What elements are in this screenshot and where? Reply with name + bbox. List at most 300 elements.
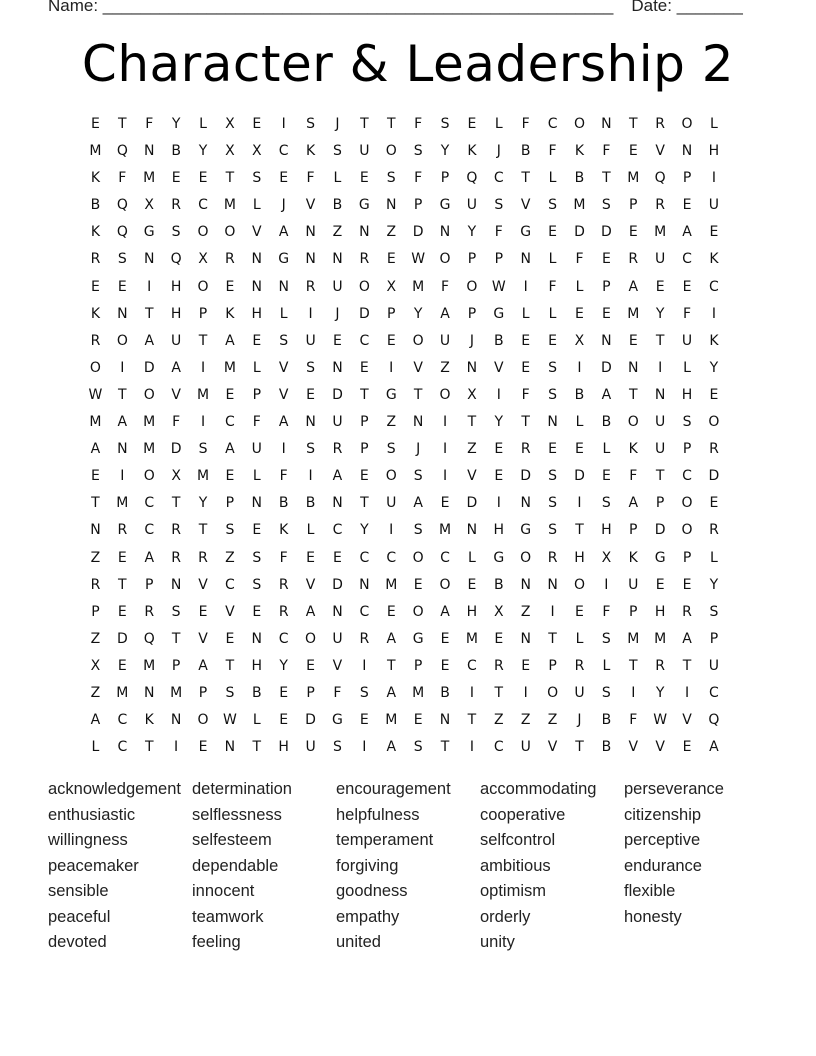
grid-letter: M	[89, 414, 102, 431]
grid-letter: C	[709, 278, 719, 295]
grid-letter: E	[117, 657, 127, 674]
grid-letter: Y	[279, 657, 288, 674]
word-list-item: goodness	[336, 882, 408, 900]
grid-letter: T	[682, 657, 692, 674]
grid-letter: I	[523, 684, 528, 701]
grid-letter: T	[118, 116, 127, 132]
grid-letter: P	[682, 170, 692, 187]
grid-letter: M	[196, 468, 210, 485]
grid-letter: A	[628, 278, 639, 295]
grid-letter: M	[89, 143, 102, 160]
grid-letter: A	[278, 414, 289, 431]
grid-letter: N	[251, 630, 263, 647]
grid-letter: T	[252, 739, 262, 756]
grid-letter: D	[654, 522, 666, 539]
grid-letter: N	[439, 712, 451, 729]
grid-letter: X	[251, 143, 262, 160]
grid-letter: V	[628, 739, 639, 756]
grid-letter: L	[710, 116, 718, 132]
grid-letter: B	[494, 576, 504, 593]
grid-letter: U	[655, 414, 666, 431]
grid-letter: C	[467, 657, 477, 674]
grid-letter: P	[629, 522, 638, 539]
grid-letter: D	[574, 468, 585, 485]
grid-letter: P	[306, 684, 315, 701]
grid-letter: D	[305, 712, 316, 729]
grid-letter: I	[362, 657, 367, 674]
grid-letter: S	[306, 116, 316, 132]
grid-letter: G	[278, 251, 290, 268]
grid-letter: V	[198, 576, 208, 593]
word-list-item: feeling	[192, 933, 241, 951]
grid-letter: M	[223, 359, 236, 376]
grid-letter: Y	[494, 414, 504, 431]
grid-letter: R	[225, 251, 235, 268]
grid-letter: K	[90, 224, 101, 241]
word-list-item: empathy	[336, 907, 400, 926]
grid-letter: E	[494, 468, 504, 485]
grid-letter: A	[413, 495, 423, 512]
grid-letter: I	[200, 359, 206, 376]
grid-letter: N	[143, 251, 155, 268]
grid-letter: S	[225, 684, 235, 701]
grid-letter: T	[548, 630, 557, 647]
word-list-item: devoted	[48, 933, 107, 951]
grid-letter: L	[91, 739, 100, 756]
grid-letter: T	[386, 116, 396, 132]
grid-letter: T	[467, 712, 477, 729]
grid-letter: O	[412, 549, 424, 566]
grid-letter: P	[629, 197, 638, 214]
grid-letter: T	[413, 386, 423, 403]
grid-letter: F	[521, 386, 530, 403]
grid-letter: S	[548, 522, 558, 539]
grid-letter: C	[117, 739, 128, 756]
grid-letter: I	[496, 386, 501, 403]
grid-letter: Q	[116, 143, 128, 160]
grid-letter: E	[628, 224, 638, 241]
grid-letter: J	[335, 305, 340, 322]
grid-letter: K	[628, 441, 638, 458]
grid-letter: L	[252, 468, 261, 485]
grid-letter: T	[171, 495, 181, 512]
grid-letter: A	[225, 441, 235, 458]
grid-letter: X	[225, 116, 235, 132]
grid-letter: Z	[225, 549, 235, 566]
grid-letter: E	[359, 170, 369, 187]
grid-letter: L	[468, 549, 476, 566]
grid-letter: E	[575, 441, 584, 458]
grid-letter: V	[278, 386, 289, 403]
grid-letter: E	[682, 278, 692, 295]
grid-letter: F	[629, 712, 638, 729]
grid-letter: E	[682, 197, 692, 214]
grid-letter: L	[279, 305, 288, 322]
grid-letter: S	[333, 143, 342, 160]
grid-letter: K	[628, 549, 638, 566]
grid-letter: O	[412, 603, 424, 620]
grid-letter: E	[252, 332, 262, 349]
grid-letter: F	[440, 278, 450, 295]
grid-letter: L	[548, 251, 557, 268]
grid-letter: Y	[709, 359, 719, 376]
word-list-item: innocent	[192, 882, 255, 900]
grid-letter: I	[442, 414, 448, 431]
grid-letter: Y	[198, 143, 208, 160]
grid-letter: E	[333, 549, 342, 566]
grid-letter: N	[251, 251, 263, 268]
grid-letter: U	[332, 278, 343, 295]
grid-letter: G	[358, 197, 370, 214]
grid-letter: N	[628, 359, 639, 376]
grid-letter: B	[171, 143, 181, 160]
grid-letter: N	[520, 576, 531, 593]
grid-letter: A	[305, 603, 316, 620]
grid-letter: E	[601, 468, 611, 485]
grid-letter: B	[601, 739, 612, 756]
grid-letter: T	[655, 332, 665, 349]
grid-letter: M	[170, 684, 183, 701]
grid-letter: Y	[709, 576, 719, 593]
grid-letter: F	[279, 549, 288, 566]
grid-letter: S	[306, 441, 316, 458]
grid-letter: F	[145, 116, 154, 132]
grid-letter: U	[439, 332, 451, 349]
grid-letter: F	[683, 305, 692, 322]
grid-letter: M	[627, 630, 640, 647]
grid-letter: O	[89, 359, 101, 376]
grid-letter: I	[308, 468, 313, 485]
grid-letter: D	[708, 468, 720, 485]
grid-letter: X	[574, 332, 585, 349]
grid-letter: C	[493, 170, 504, 187]
grid-letter: C	[493, 739, 504, 756]
word-list-item: cooperative	[480, 805, 566, 824]
grid-letter: V	[682, 712, 692, 729]
grid-letter: F	[333, 684, 342, 701]
grid-letter: S	[252, 549, 262, 566]
grid-letter: O	[573, 576, 585, 593]
grid-letter: T	[602, 170, 611, 187]
grid-letter: A	[386, 630, 397, 647]
grid-letter: E	[521, 359, 531, 376]
grid-letter: A	[682, 630, 692, 647]
grid-letter: C	[225, 414, 235, 431]
grid-letter: R	[90, 251, 101, 268]
grid-letter: P	[709, 630, 719, 647]
grid-letter: Z	[547, 712, 558, 729]
grid-letter: G	[520, 522, 532, 539]
grid-letter: L	[252, 712, 261, 729]
grid-letter: O	[708, 414, 720, 431]
grid-letter: E	[682, 739, 692, 756]
grid-letter: E	[279, 712, 289, 729]
grid-letter: L	[521, 305, 530, 322]
grid-letter: N	[520, 495, 531, 512]
grid-letter: E	[198, 603, 208, 620]
grid-letter: I	[658, 359, 663, 376]
grid-letter: T	[655, 468, 665, 485]
word-list-item: encouragement	[336, 780, 451, 798]
grid-letter: W	[88, 386, 103, 403]
grid-letter: A	[225, 332, 235, 349]
grid-letter: O	[224, 224, 236, 241]
grid-letter: O	[116, 332, 128, 349]
grid-letter: M	[385, 712, 398, 729]
grid-letter: O	[197, 712, 209, 729]
grid-letter: P	[91, 603, 100, 620]
grid-letter: E	[494, 630, 504, 647]
grid-letter: P	[413, 197, 423, 214]
grid-letter: E	[575, 603, 584, 620]
grid-letter: U	[332, 414, 343, 431]
grid-letter: G	[412, 630, 424, 647]
grid-letter: M	[465, 630, 478, 647]
grid-letter: Y	[467, 224, 477, 241]
grid-letter: E	[655, 576, 665, 593]
grid-letter: Y	[655, 305, 665, 322]
grid-letter: I	[496, 495, 501, 512]
grid-letter: E	[252, 603, 262, 620]
grid-letter: D	[170, 441, 182, 458]
grid-letter: N	[359, 224, 370, 241]
grid-letter: G	[493, 305, 505, 322]
grid-letter: H	[466, 603, 478, 620]
grid-letter: I	[604, 576, 609, 593]
grid-letter: I	[389, 522, 394, 539]
grid-letter: H	[601, 522, 612, 539]
grid-letter: O	[143, 468, 155, 485]
grid-letter: S	[117, 251, 127, 268]
grid-letter: E	[709, 386, 719, 403]
grid-letter: H	[251, 657, 263, 674]
grid-letter: I	[577, 495, 582, 512]
grid-letter: E	[359, 359, 369, 376]
grid-letter: B	[278, 495, 289, 512]
grid-letter: E	[306, 386, 315, 403]
grid-letter: D	[332, 386, 343, 403]
grid-letter: E	[521, 332, 531, 349]
grid-letter: K	[90, 305, 101, 322]
grid-letter: N	[332, 603, 343, 620]
grid-letter: V	[252, 224, 262, 241]
grid-letter: F	[521, 116, 530, 132]
grid-letter: E	[494, 441, 504, 458]
grid-letter: B	[440, 684, 450, 701]
grid-letter: E	[279, 684, 289, 701]
grid-letter: E	[709, 495, 719, 512]
grid-letter: E	[225, 630, 235, 647]
grid-letter: L	[575, 278, 584, 295]
word-list-item: accommodating	[480, 780, 597, 798]
grid-letter: N	[305, 224, 316, 241]
grid-letter: M	[143, 414, 156, 431]
grid-letter: P	[548, 657, 557, 674]
grid-letter: S	[306, 359, 316, 376]
grid-letter: O	[385, 143, 397, 160]
grid-letter: I	[281, 116, 286, 132]
grid-letter: O	[520, 549, 532, 566]
grid-letter: N	[520, 630, 531, 647]
grid-letter: U	[251, 441, 262, 458]
grid-letter: O	[439, 386, 451, 403]
grid-letter: S	[601, 197, 611, 214]
grid-letter: R	[682, 603, 692, 620]
grid-letter: T	[467, 414, 477, 431]
grid-letter: Z	[90, 684, 101, 701]
grid-letter: P	[440, 170, 450, 187]
grid-letter: O	[466, 278, 478, 295]
grid-letter: B	[601, 712, 612, 729]
grid-letter: Y	[440, 143, 450, 160]
word-list-item: endurance	[624, 856, 702, 875]
grid-letter: S	[252, 576, 262, 593]
grid-letter: E	[440, 495, 450, 512]
grid-letter: N	[332, 251, 343, 268]
grid-letter: P	[360, 414, 369, 431]
grid-letter: E	[655, 278, 665, 295]
grid-letter: Y	[413, 305, 423, 322]
grid-letter: R	[655, 116, 666, 132]
grid-letter: A	[144, 549, 155, 566]
grid-letter: T	[360, 386, 369, 403]
grid-letter: F	[279, 468, 288, 485]
grid-letter: W	[222, 712, 237, 729]
grid-letter: K	[709, 251, 719, 268]
grid-letter: Q	[654, 170, 666, 187]
grid-letter: H	[251, 305, 263, 322]
grid-letter: S	[333, 739, 342, 756]
grid-letter: C	[144, 522, 155, 539]
grid-letter: R	[709, 522, 719, 539]
grid-letter: F	[118, 170, 127, 187]
grid-letter: E	[548, 332, 558, 349]
grid-letter: I	[469, 684, 474, 701]
grid-letter: U	[332, 630, 343, 647]
name-field-label: Name: ______________________________________________________	[48, 0, 614, 15]
grid-letter: N	[251, 278, 263, 295]
grid-letter: C	[386, 549, 397, 566]
grid-letter: S	[494, 197, 504, 214]
grid-letter: E	[171, 170, 181, 187]
grid-letter: U	[466, 197, 478, 214]
word-list-item: ambitious	[480, 856, 551, 875]
grid-letter: J	[577, 712, 582, 729]
grid-letter: E	[413, 576, 423, 593]
grid-letter: F	[414, 170, 423, 187]
grid-letter: C	[332, 522, 343, 539]
grid-letter: A	[628, 495, 639, 512]
grid-letter: L	[333, 170, 342, 187]
grid-letter: E	[628, 332, 638, 349]
word-list-item: orderly	[480, 907, 531, 926]
grid-letter: E	[386, 332, 396, 349]
grid-letter: I	[200, 414, 206, 431]
grid-letter: U	[628, 576, 639, 593]
grid-letter: W	[411, 251, 426, 268]
grid-letter: V	[655, 143, 665, 160]
grid-letter: C	[359, 549, 370, 566]
grid-letter: F	[414, 116, 423, 132]
grid-letter: T	[575, 739, 584, 756]
grid-letter: D	[143, 359, 155, 376]
grid-letter: E	[575, 305, 584, 322]
grid-letter: A	[682, 224, 692, 241]
grid-letter: M	[412, 278, 425, 295]
grid-letter: T	[521, 414, 530, 431]
grid-letter: Z	[332, 224, 343, 241]
grid-letter: R	[171, 522, 181, 539]
grid-letter: E	[521, 657, 531, 674]
grid-letter: Z	[90, 549, 101, 566]
grid-letter: A	[278, 224, 289, 241]
grid-letter: I	[389, 359, 394, 376]
grid-letter: I	[577, 359, 582, 376]
grid-letter: V	[305, 197, 316, 214]
grid-letter: E	[440, 657, 450, 674]
word-list-item: sensible	[48, 882, 109, 900]
grid-letter: H	[708, 143, 720, 160]
grid-letter: M	[573, 197, 586, 214]
letter-grid	[82, 111, 727, 761]
grid-letter: P	[145, 576, 154, 593]
grid-letter: N	[439, 224, 451, 241]
grid-letter: L	[602, 657, 611, 674]
word-list-item: enthusiastic	[48, 805, 136, 824]
grid-letter: Q	[143, 630, 155, 647]
word-list-item: determination	[192, 780, 292, 798]
grid-letter: S	[413, 522, 423, 539]
grid-letter: I	[120, 468, 125, 485]
grid-letter: S	[171, 603, 181, 620]
grid-letter: U	[359, 143, 370, 160]
grid-letter: X	[494, 603, 504, 620]
grid-letter: M	[627, 170, 640, 187]
grid-letter: U	[305, 739, 316, 756]
grid-letter: Y	[655, 684, 665, 701]
grid-letter: C	[709, 684, 719, 701]
header-line	[48, 0, 743, 16]
grid-letter: A	[386, 684, 397, 701]
grid-letter: Q	[466, 170, 478, 187]
grid-letter: G	[654, 549, 666, 566]
grid-letter: S	[198, 441, 208, 458]
grid-letter: U	[574, 684, 585, 701]
grid-letter: T	[144, 305, 154, 322]
grid-letter: C	[198, 197, 208, 214]
grid-letter: U	[681, 332, 693, 349]
grid-letter: I	[469, 739, 474, 756]
grid-letter: N	[251, 495, 263, 512]
grid-letter: K	[709, 332, 719, 349]
grid-letter: E	[709, 224, 719, 241]
grid-letter: E	[198, 739, 208, 756]
grid-letter: G	[332, 712, 343, 729]
grid-letter: L	[548, 305, 557, 322]
grid-letter: G	[520, 224, 532, 241]
grid-letter: E	[548, 441, 558, 458]
grid-letter: K	[305, 143, 316, 160]
grid-letter: L	[306, 522, 315, 539]
word-list-item: flexible	[624, 882, 676, 900]
grid-letter: T	[628, 116, 638, 132]
grid-letter: C	[682, 251, 692, 268]
word-list-item: honesty	[624, 907, 682, 926]
grid-letter: B	[520, 143, 531, 160]
grid-letter: T	[440, 739, 450, 756]
grid-letter: U	[305, 332, 316, 349]
grid-letter: O	[412, 332, 424, 349]
